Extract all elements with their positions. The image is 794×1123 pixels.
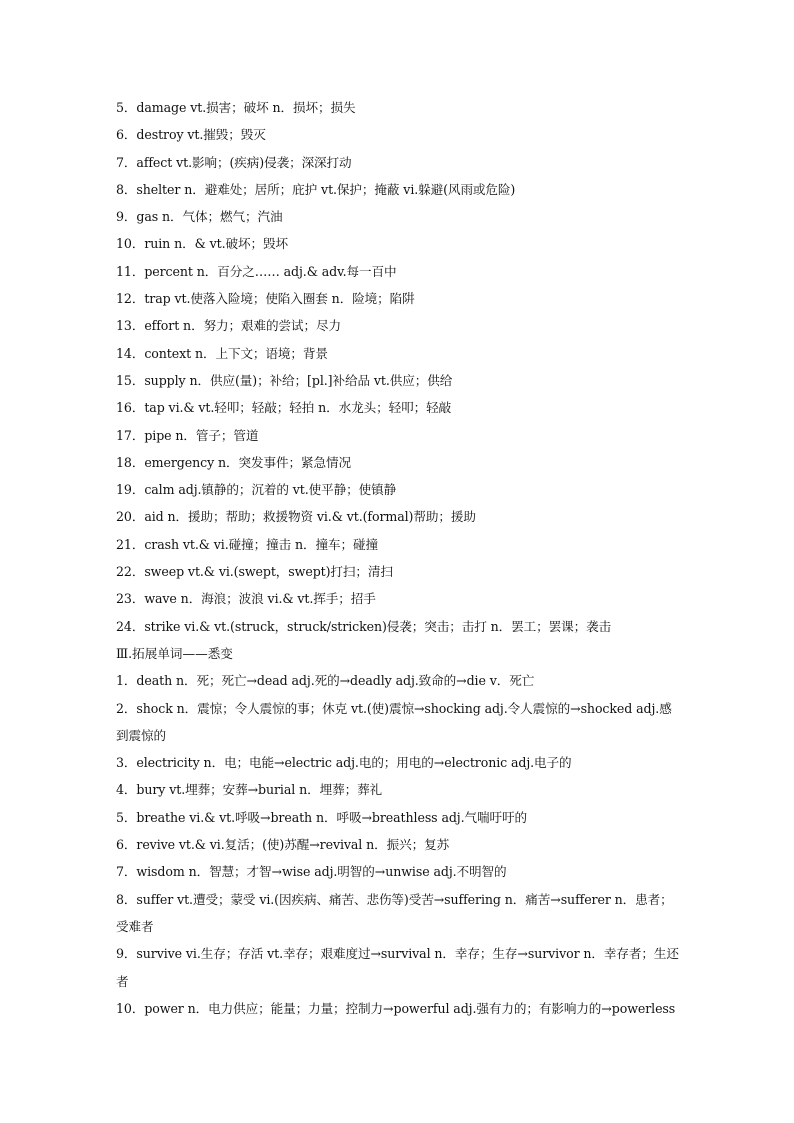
vocab-item: 10．ruin n．& vt.破坏；毁坏 bbox=[116, 236, 288, 252]
vocab-item: 5．damage vt.损害；破坏 n．损坏；损失 bbox=[116, 100, 356, 115]
vocab-item: 16．tap vi.& vt.轻叩；轻敲；轻拍 n．水龙头；轻叩；轻敲 bbox=[116, 400, 452, 416]
vocab-item: 17．pipe n．管子；管道 bbox=[116, 427, 259, 443]
vocab-item: 23．wave n．海浪；波浪 vi.& vt.挥手；招手 bbox=[116, 591, 376, 607]
vocab-item: 9．gas n．气体；燃气；汽油 bbox=[116, 209, 283, 225]
vocab-item: 22．sweep vt.& vi.(swept，swept)打扫；清扫 bbox=[116, 564, 393, 580]
vocab-item: 18．emergency n．突发事件；紧急情况 bbox=[116, 454, 351, 470]
vocab-item: 12．trap vt.使落入险境；使陷入圈套 n．险境；陷阱 bbox=[116, 291, 415, 307]
expand-item: 9．survive vi.生存；存活 vt.幸存；艰难度过→survival n．幸存；生存→survivor n．幸存者；生还者 bbox=[116, 946, 679, 989]
expand-item: 2．shock n．震惊；令人震惊的事；休克 vt.(使)震惊→shocking adj.令人震惊的→shocked adj.感到震惊的 bbox=[116, 700, 672, 743]
vocab-item: 7．affect vt.影响；(疾病)侵袭；深深打动 bbox=[116, 154, 352, 170]
expand-item: 7．wisdom n．智慧；才智→wise adj.明智的→unwise adj.不明智的 bbox=[116, 864, 507, 880]
vocab-item: 24．strike vi.& vt.(struck，struck/stricken)侵袭；突击；击打 n．罢工；罢课；袭击 bbox=[116, 618, 612, 634]
expand-item: 3．electricity n．电；电能→electric adj.电的；用电的→electronic adj.电子的 bbox=[116, 755, 572, 771]
vocab-item: 8．shelter n．避难处；居所；庇护 vt.保护；掩蔽 vi.躲避(风雨或危险) bbox=[116, 181, 516, 197]
expand-item: 5．breathe vi.& vt.呼吸→breath n．呼吸→breathless adj.气喘吁吁的 bbox=[116, 809, 527, 825]
vocab-item: 21．crash vt.& vi.碰撞；撞击 n．撞车；碰撞 bbox=[116, 536, 378, 552]
vocab-item: 15．supply n．供应(量)；补给；[pl.]补给品 vt.供应；供给 bbox=[116, 372, 453, 388]
vocab-item: 14．context n．上下文；语境；背景 bbox=[116, 345, 328, 361]
expand-item: 10．power n．电力供应；能量；力量；控制力→powerful adj.强有力的；有影响力的→powerless bbox=[116, 1000, 676, 1016]
section-heading: Ⅲ.拓展单词——悉变 bbox=[116, 645, 233, 661]
vocab-item: 20．aid n．援助；帮助；救援物资 vi.& vt.(formal)帮助；援助 bbox=[116, 509, 476, 525]
expand-item: 8．suffer vt.遭受；蒙受 vi.(因疾病、痛苦、悲伤等)受苦→suffering n．痛苦→sufferer n．患者；受难者 bbox=[116, 891, 673, 934]
vocab-item: 11．percent n．百分之…… adj.& adv.每一百中 bbox=[116, 263, 397, 279]
vocab-item: 6．destroy vt.摧毁；毁灭 bbox=[116, 127, 266, 143]
vocab-item: 13．effort n．努力；艰难的尝试；尽力 bbox=[116, 318, 341, 334]
vocab-list bbox=[116, 94, 682, 640]
expand-item: 1．death n．死；死亡→dead adj.死的→deadly adj.致命的→die v．死亡 bbox=[116, 673, 535, 689]
expand-list bbox=[116, 667, 682, 1022]
expand-item: 6．revive vt.& vi.复活；(使)苏醒→revival n．振兴；复苏 bbox=[116, 837, 450, 853]
expand-item: 4．bury vt.埋葬；安葬→burial n．埋葬；葬礼 bbox=[116, 782, 383, 798]
vocab-item: 19．calm adj.镇静的；沉着的 vt.使平静；使镇静 bbox=[116, 482, 397, 498]
document-page bbox=[116, 94, 682, 1022]
